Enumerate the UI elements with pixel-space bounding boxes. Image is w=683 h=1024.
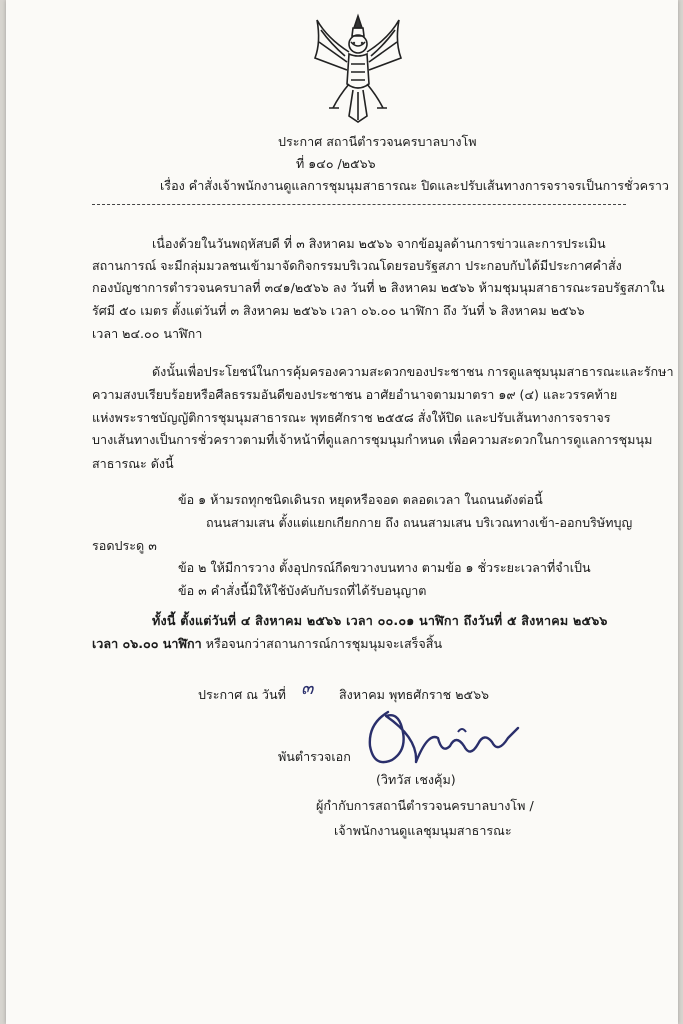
effective-period-line-2 xyxy=(92,635,442,653)
order-item-1-detail: ถนนสามเสน ตั้งแต่แยกเกียกกาย ถึง ถนนสามเสน บริเวณทางเข้า-ออกบริษัทบุญ xyxy=(206,515,633,530)
effective-end-time: เวลา ๐๖.๐๐ นาฬิกา xyxy=(92,636,202,651)
signer-role: เจ้าพนักงานดูแลชุมนุมสาธารณะ xyxy=(334,823,512,838)
para1-line: เวลา ๒๔.๐๐ นาฬิกา xyxy=(92,326,203,341)
document-subject: เรื่อง คำสั่งเจ้าพนักงานดูแลการชุมนุมสาธารณะ ปิดและปรับเส้นทางการจราจรเป็นการชั่วคราว xyxy=(160,178,669,193)
signature-mark-icon xyxy=(358,702,524,778)
para1-line: เนื่องด้วยในวันพฤหัสบดี ที่ ๓ สิงหาคม ๒๕๖๖ จากข้อมูลด้านการข่าวและการประเมิน xyxy=(152,236,606,251)
date-suffix: สิงหาคม พุทธศักราช ๒๕๖๖ xyxy=(339,687,490,702)
handwritten-day: ๓ xyxy=(301,678,314,699)
issuer-heading: ประกาศ สถานีตำรวจนครบาลบางโพ xyxy=(278,134,477,149)
para2-line: ความสงบเรียบร้อยหรือศีลธรรมอันดีของประชาชน อาศัยอำนาจตามมาตรา ๑๙ (๔) และวรรคท้าย xyxy=(92,387,618,402)
document-number: ที่ ๑๔๐ /๒๕๖๖ xyxy=(296,156,376,171)
order-item-1-detail-cont: รอดประดู ๓ xyxy=(92,538,157,553)
effective-condition: หรือจนกว่าสถานการณ์การชุมนุมจะเสร็จสิ้น xyxy=(201,636,443,651)
signer-name: (วิทวัส เชงคุ้ม) xyxy=(376,772,456,787)
para2-line: บางเส้นทางเป็นการชั่วคราวตามที่เจ้าหน้าที่ดูแลการชุมนุมกำหนด เพื่อความสะดวกในการดูแลการชุมนุม xyxy=(92,432,653,447)
order-item-1: ข้อ ๑ ห้ามรถทุกชนิดเดินรถ หยุดหรือจอด ตลอดเวลา ในถนนดังต่อนี้ xyxy=(178,492,543,507)
date-prefix: ประกาศ ณ วันที่ xyxy=(198,687,286,702)
header-divider xyxy=(92,204,626,205)
para1-line: รัศมี ๕๐ เมตร ตั้งแต่วันที่ ๓ สิงหาคม ๒๕๖๖ เวลา ๐๖.๐๐ นาฬิกา ถึง วันที่ ๖ สิงหาคม ๒๕๖๖ xyxy=(92,303,585,318)
para1-line: กองบัญชาการตำรวจนครบาลที่ ๓๔๑/๒๕๖๖ ลง วันที่ ๒ สิงหาคม ๒๕๖๖ ห้ามชุมนุมสาธารณะรอบรัฐสภาใน xyxy=(92,280,665,295)
signer-rank: พันตำรวจเอก xyxy=(278,749,351,764)
para2-line: สาธารณะ ดังนี้ xyxy=(92,456,174,471)
document-page xyxy=(6,0,678,1024)
effective-period-line: ทั้งนี้ ตั้งแต่วันที่ ๔ สิงหาคม ๒๕๖๖ เวลา ๐๐.๐๑ นาฬิกา ถึงวันที่ ๕ สิงหาคม ๒๕๖๖ xyxy=(152,613,608,628)
garuda-emblem-icon xyxy=(309,12,407,124)
para2-line: ดังนั้นเพื่อประโยชน์ในการคุ้มครองความสะดวกของประชาชน การดูแลชุมนุมสาธารณะและรักษา xyxy=(152,364,674,379)
order-item-2: ข้อ ๒ ให้มีการวาง ตั้งอุปกรณ์กีดขวางบนทาง ตามข้อ ๑ ชั่วระยะเวลาที่จำเป็น xyxy=(178,560,591,575)
para2-line: แห่งพระราชบัญญัติการชุมนุมสาธารณะ พุทธศักราช ๒๕๕๘ สั่งให้ปิด และปรับเส้นทางการจราจร xyxy=(92,410,611,425)
order-item-3: ข้อ ๓ คำสั่งนี้มิให้ใช้บังคับกับรถที่ได้รับอนุญาต xyxy=(178,583,427,598)
para1-line: สถานการณ์ จะมีกลุ่มมวลชนเข้ามาจัดกิจกรรมบริเวณโดยรอบรัฐสภา ประกอบกับได้มีประกาศคำสั่ง xyxy=(92,258,622,273)
signer-position: ผู้กำกับการสถานีตำรวจนครบาลบางโพ / xyxy=(316,798,534,813)
